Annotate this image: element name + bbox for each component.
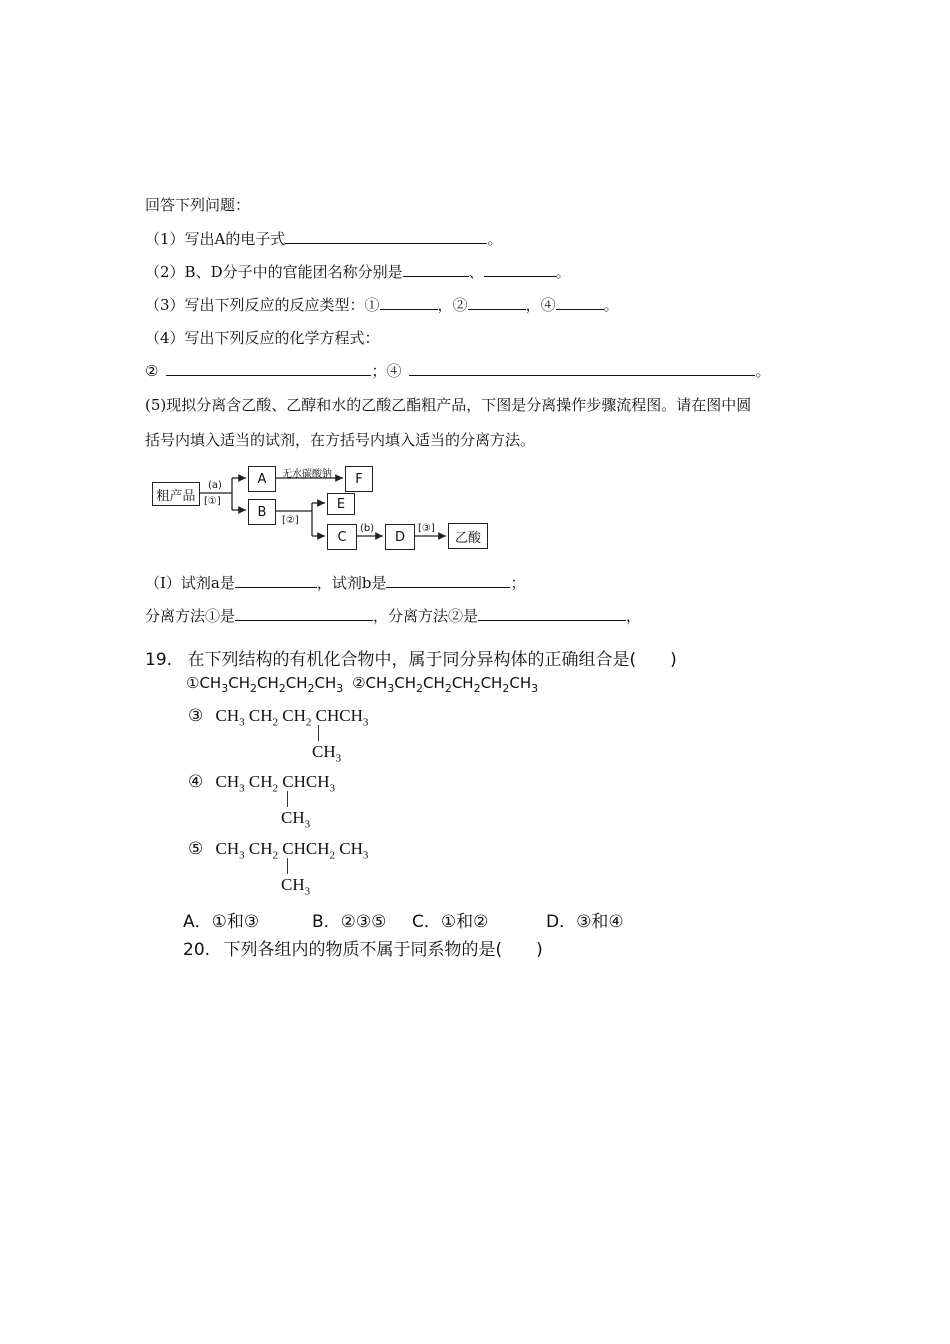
bond-line <box>287 791 288 807</box>
question-3-part: ，④ <box>525 296 556 314</box>
bond-line <box>287 858 288 874</box>
question-number: 20. <box>183 940 211 960</box>
structure-1-label: ① <box>186 674 200 692</box>
answer-blank[interactable] <box>386 573 510 588</box>
structure-3-formula: $CH_3$ $CH_2$ $CH_2$ $CHCH_3$ <box>215 706 369 729</box>
structure-4-branch: $CH_3$ <box>281 808 311 831</box>
option-b[interactable]: B．②③⑤ <box>312 912 387 932</box>
structure-4 <box>188 772 335 795</box>
flow-box-e: E <box>327 493 355 515</box>
structure-3-label: ③ <box>188 706 204 725</box>
question-stem: 下列各组内的物质不属于同系物的是( ) <box>223 940 543 960</box>
flow-box-b: B <box>248 499 276 525</box>
flow-box-d: D <box>385 524 415 550</box>
question-5-line2: 括号内填入适当的试剂，在方括号内填入适当的分离方法。 <box>145 431 536 449</box>
flow-label-reagent-a: (a) <box>208 480 222 491</box>
flow-label-reagent-b: (b) <box>360 523 375 534</box>
question-19 <box>145 650 677 670</box>
structure-5-formula: $CH_3$ $CH_2$ $CHCH_2$ $CH_3$ <box>215 839 369 862</box>
structure-4-formula: $CH_3$ $CH_2$ $CHCH_3$ <box>215 772 335 795</box>
flow-box-crude-product: 粗产品 <box>152 482 200 506</box>
flow-box-f: F <box>345 466 373 492</box>
punct: ， <box>626 607 642 625</box>
reagent-b-label: ，试剂b是 <box>316 574 387 592</box>
flow-box-a: A <box>248 466 276 492</box>
intro-text: 回答下列问题： <box>145 196 251 214</box>
punct: 。 <box>603 296 619 314</box>
question-1-text: （1）写出A的电子式 <box>145 230 286 248</box>
method-2-label: ，分离方法②是 <box>373 607 479 625</box>
punct: ； <box>510 574 526 592</box>
flow-label-method-2: [②] <box>282 515 299 526</box>
structure-3 <box>188 706 369 729</box>
bond-line <box>318 725 319 741</box>
question-number: 19. <box>145 650 173 670</box>
question-5-line1: (5)现拟分离含乙酸、乙醇和水的乙酸乙酯粗产品，下图是分离操作步骤流程图。请在图中圆 <box>145 396 752 414</box>
flow-label-method-1: [①] <box>204 496 221 507</box>
structure-5 <box>188 839 369 862</box>
question-3-part: ，② <box>437 296 468 314</box>
question-20 <box>183 940 543 960</box>
answer-blank[interactable] <box>478 606 626 621</box>
flow-label-sodium-carbonate: 无水碳酸钠 <box>282 469 332 480</box>
structure-5-branch: $CH_3$ <box>281 875 311 898</box>
question-stem: 在下列结构的有机化合物中，属于同分异构体的正确组合是( ) <box>187 650 677 670</box>
flow-label-method-3: [③] <box>418 523 435 534</box>
answer-blank[interactable] <box>235 573 317 588</box>
method-1-label: 分离方法①是 <box>145 607 236 625</box>
structure-2-formula: $CH_3CH_2CH_2CH_2CH_2CH_3$ <box>365 674 539 695</box>
option-d[interactable]: D．③和④ <box>546 912 624 932</box>
question-2-text: （2）B、D分子中的官能团名称分别是 <box>145 263 403 281</box>
flow-box-acetic-acid: 乙酸 <box>448 523 488 549</box>
structure-5-label: ⑤ <box>188 839 204 858</box>
structures-1-2 <box>186 673 538 693</box>
question-3-text: （3）写出下列反应的反应类型：① <box>145 296 380 314</box>
option-a[interactable]: A．①和③ <box>183 912 260 932</box>
question-5-reagents <box>145 573 526 593</box>
punct: 、 <box>468 263 484 281</box>
punct: 。 <box>555 263 571 281</box>
equation-label: ② <box>145 362 159 380</box>
punct: 。 <box>487 230 503 248</box>
structure-2-label: ② <box>352 674 366 692</box>
structure-4-label: ④ <box>188 772 204 791</box>
answer-blank[interactable] <box>235 606 373 621</box>
flow-box-c: C <box>327 524 357 550</box>
punct: 。 <box>755 362 771 380</box>
question-4: （4）写出下列反应的化学方程式： <box>145 329 380 347</box>
equation-label: ；④ <box>371 362 402 380</box>
option-c[interactable]: C．①和② <box>412 912 489 932</box>
structure-3-branch: $CH_3$ <box>312 742 342 765</box>
question-5-methods <box>145 606 641 626</box>
structure-1-formula: $CH_3CH_2CH_2CH_2CH_3$ <box>199 674 344 695</box>
reagent-a-label: （Ⅰ）试剂a是 <box>145 574 235 592</box>
